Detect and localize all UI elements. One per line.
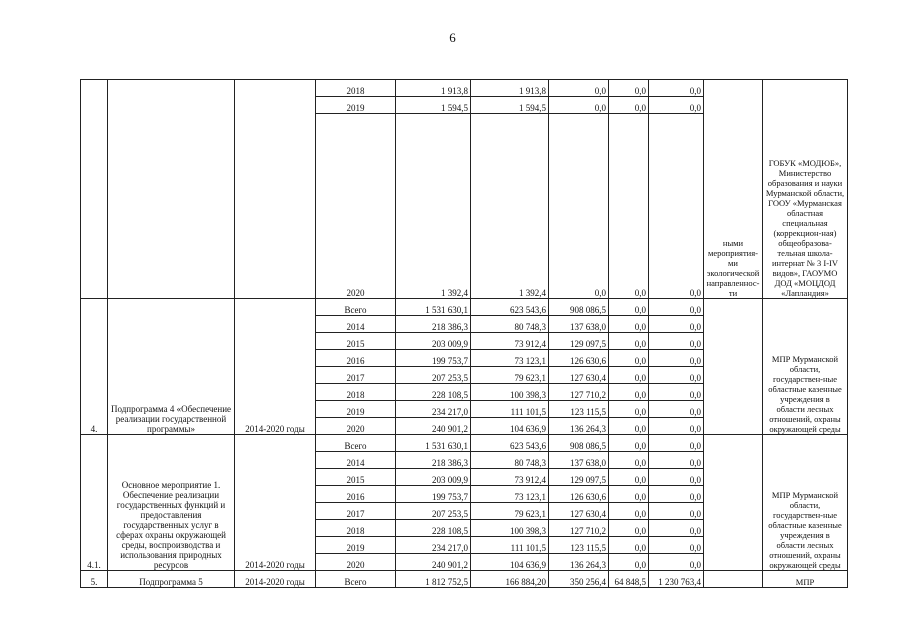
fund-cell: 73 123,1: [471, 486, 549, 503]
fund-cell: 0,0: [609, 384, 649, 401]
total-cell: 1 392,4: [396, 114, 471, 299]
executor-cell: МПР Мурманской области, государствен-ные областные казенные учреждения в области лесных отношений, охраны окружающей среды: [763, 299, 848, 435]
result-cell: [704, 299, 763, 435]
total-cell: 203 009,9: [396, 333, 471, 350]
fund-cell: 0,0: [609, 333, 649, 350]
year-cell: Всего: [316, 299, 396, 316]
year-cell: 2016: [316, 486, 396, 503]
fund-cell: 1 594,5: [471, 97, 549, 114]
year-cell: 2018: [316, 520, 396, 537]
fund-cell: 0,0: [609, 486, 649, 503]
year-cell: 2019: [316, 537, 396, 554]
total-cell: 234 217,0: [396, 537, 471, 554]
total-cell: 1 913,8: [396, 80, 471, 97]
year-cell: 2016: [316, 350, 396, 367]
table-row: [81, 571, 848, 588]
fund-cell: 127 710,2: [549, 520, 609, 537]
fund-cell: 1 913,8: [471, 80, 549, 97]
total-cell: 203 009,9: [396, 469, 471, 486]
item-number: 4.: [81, 299, 108, 435]
num-cell: [81, 80, 108, 299]
fund-cell: 129 097,5: [549, 333, 609, 350]
total-cell: 1 531 630,1: [396, 299, 471, 316]
result-cell: [704, 571, 763, 588]
year-cell: 2015: [316, 469, 396, 486]
total-cell: 1 594,5: [396, 97, 471, 114]
name-cell: [108, 80, 235, 299]
fund-cell: 0,0: [649, 418, 704, 435]
total-cell: 240 901,2: [396, 554, 471, 571]
fund-cell: 0,0: [609, 503, 649, 520]
total-cell: 234 217,0: [396, 401, 471, 418]
fund-cell: 0,0: [609, 469, 649, 486]
year-cell: 2020: [316, 418, 396, 435]
fund-cell: 0,0: [609, 452, 649, 469]
fund-cell: 111 101,5: [471, 401, 549, 418]
item-period: 2014-2020 годы: [235, 571, 316, 588]
fund-cell: 0,0: [549, 97, 609, 114]
year-cell: 2019: [316, 401, 396, 418]
fund-cell: 100 398,3: [471, 384, 549, 401]
fund-cell: 126 630,6: [549, 486, 609, 503]
fund-cell: 0,0: [649, 537, 704, 554]
fund-cell: 104 636,9: [471, 554, 549, 571]
fund-cell: 127 710,2: [549, 384, 609, 401]
item-period: 2014-2020 годы: [235, 299, 316, 435]
total-cell: 1 812 752,5: [396, 571, 471, 588]
fund-cell: 0,0: [649, 316, 704, 333]
fund-cell: 0,0: [609, 401, 649, 418]
fund-cell: 0,0: [649, 350, 704, 367]
year-cell: 2015: [316, 333, 396, 350]
year-cell: 2017: [316, 367, 396, 384]
year-cell: Всего: [316, 435, 396, 452]
total-cell: 199 753,7: [396, 486, 471, 503]
year-cell: 2014: [316, 316, 396, 333]
year-cell: Всего: [316, 571, 396, 588]
year-cell: 2018: [316, 384, 396, 401]
fund-cell: 0,0: [609, 418, 649, 435]
item-number: 5.: [81, 571, 108, 588]
fund-cell: 0,0: [549, 80, 609, 97]
total-cell: 240 901,2: [396, 418, 471, 435]
fund-cell: 0,0: [609, 367, 649, 384]
year-cell: 2020: [316, 554, 396, 571]
year-cell: 2019: [316, 97, 396, 114]
fund-cell: 0,0: [649, 114, 704, 299]
fund-cell: 0,0: [649, 469, 704, 486]
total-cell: 207 253,5: [396, 503, 471, 520]
fund-cell: 126 630,6: [549, 350, 609, 367]
fund-cell: 623 543,6: [471, 435, 549, 452]
item-name: Подпрограмма 5: [108, 571, 235, 588]
fund-cell: 0,0: [609, 114, 649, 299]
fund-cell: 0,0: [649, 384, 704, 401]
result-cell: [704, 435, 763, 571]
fund-cell: 0,0: [609, 316, 649, 333]
fund-cell: 0,0: [649, 435, 704, 452]
fund-cell: 0,0: [649, 97, 704, 114]
fund-cell: 0,0: [549, 114, 609, 299]
table-row: [81, 80, 848, 97]
total-cell: 218 386,3: [396, 316, 471, 333]
fund-cell: 129 097,5: [549, 469, 609, 486]
executor-cell: МПР: [763, 571, 848, 588]
fund-cell: 0,0: [649, 367, 704, 384]
fund-cell: 623 543,6: [471, 299, 549, 316]
fund-cell: 0,0: [609, 520, 649, 537]
fund-cell: 79 623,1: [471, 367, 549, 384]
item-name: Основное мероприятие 1. Обеспечение реализации государственных функций и предоставления государственных услуг в сферах охраны окружающей среды, воспроизводства и использования природных ресурсов: [108, 435, 235, 571]
fund-cell: 104 636,9: [471, 418, 549, 435]
executor-cell: ГОБУК «МОДЮБ», Министерство образования и науки Мурманской области, ГООУ «Мурманская областная специальная (коррекцион-ная) общеобразова-тельная школа-интернат № 3 I-IV видов», ГАОУМО ДОД «МОЦДОД «Лапландия»: [763, 80, 848, 299]
fund-cell: 0,0: [609, 350, 649, 367]
item-number: 4.1.: [81, 435, 108, 571]
page-number: 6: [449, 30, 456, 45]
fund-cell: 0,0: [609, 80, 649, 97]
fund-cell: 0,0: [609, 97, 649, 114]
fund-cell: 0,0: [609, 435, 649, 452]
total-cell: 228 108,5: [396, 520, 471, 537]
fund-cell: 73 912,4: [471, 333, 549, 350]
fund-cell: 127 630,4: [549, 503, 609, 520]
period-cell: [235, 80, 316, 299]
fund-cell: 166 884,20: [471, 571, 549, 588]
fund-cell: 0,0: [609, 537, 649, 554]
fund-cell: 1 392,4: [471, 114, 549, 299]
executor-cell: МПР Мурманской области, государствен-ные областные казенные учреждения в области лесных отношений, охраны окружающей среды: [763, 435, 848, 571]
fund-cell: 136 264,3: [549, 554, 609, 571]
fund-cell: 0,0: [649, 333, 704, 350]
fund-cell: 0,0: [649, 486, 704, 503]
total-cell: 207 253,5: [396, 367, 471, 384]
year-cell: 2014: [316, 452, 396, 469]
fund-cell: 80 748,3: [471, 452, 549, 469]
year-cell: 2018: [316, 80, 396, 97]
item-period: 2014-2020 годы: [235, 435, 316, 571]
total-cell: 228 108,5: [396, 384, 471, 401]
fund-cell: 137 638,0: [549, 316, 609, 333]
fund-cell: 136 264,3: [549, 418, 609, 435]
fund-cell: 0,0: [649, 520, 704, 537]
year-cell: 2017: [316, 503, 396, 520]
fund-cell: 0,0: [649, 401, 704, 418]
fund-cell: 350 256,4: [549, 571, 609, 588]
fund-cell: 137 638,0: [549, 452, 609, 469]
fund-cell: 908 086,5: [549, 299, 609, 316]
fund-cell: 0,0: [649, 503, 704, 520]
fund-cell: 100 398,3: [471, 520, 549, 537]
fund-cell: 111 101,5: [471, 537, 549, 554]
fund-cell: 1 230 763,4: [649, 571, 704, 588]
result-cell: ными мероприятия-ми экологической направленнос-ти: [704, 80, 763, 299]
fund-cell: 0,0: [649, 452, 704, 469]
table-row: [81, 299, 848, 316]
fund-cell: 79 623,1: [471, 503, 549, 520]
total-cell: 199 753,7: [396, 350, 471, 367]
fund-cell: 0,0: [649, 80, 704, 97]
fund-cell: 80 748,3: [471, 316, 549, 333]
fund-cell: 73 912,4: [471, 469, 549, 486]
fund-cell: 123 115,5: [549, 537, 609, 554]
fund-cell: 0,0: [649, 554, 704, 571]
fund-cell: 127 630,4: [549, 367, 609, 384]
table-row: [81, 435, 848, 452]
fund-cell: 64 848,5: [609, 571, 649, 588]
year-cell: 2020: [316, 114, 396, 299]
total-cell: 1 531 630,1: [396, 435, 471, 452]
fund-cell: 0,0: [649, 299, 704, 316]
item-name: Подпрограмма 4 «Обеспечение реализации государственной программы»: [108, 299, 235, 435]
program-table: [80, 79, 848, 588]
fund-cell: 0,0: [609, 299, 649, 316]
fund-cell: 908 086,5: [549, 435, 609, 452]
total-cell: 218 386,3: [396, 452, 471, 469]
fund-cell: 0,0: [609, 554, 649, 571]
fund-cell: 123 115,5: [549, 401, 609, 418]
fund-cell: 73 123,1: [471, 350, 549, 367]
